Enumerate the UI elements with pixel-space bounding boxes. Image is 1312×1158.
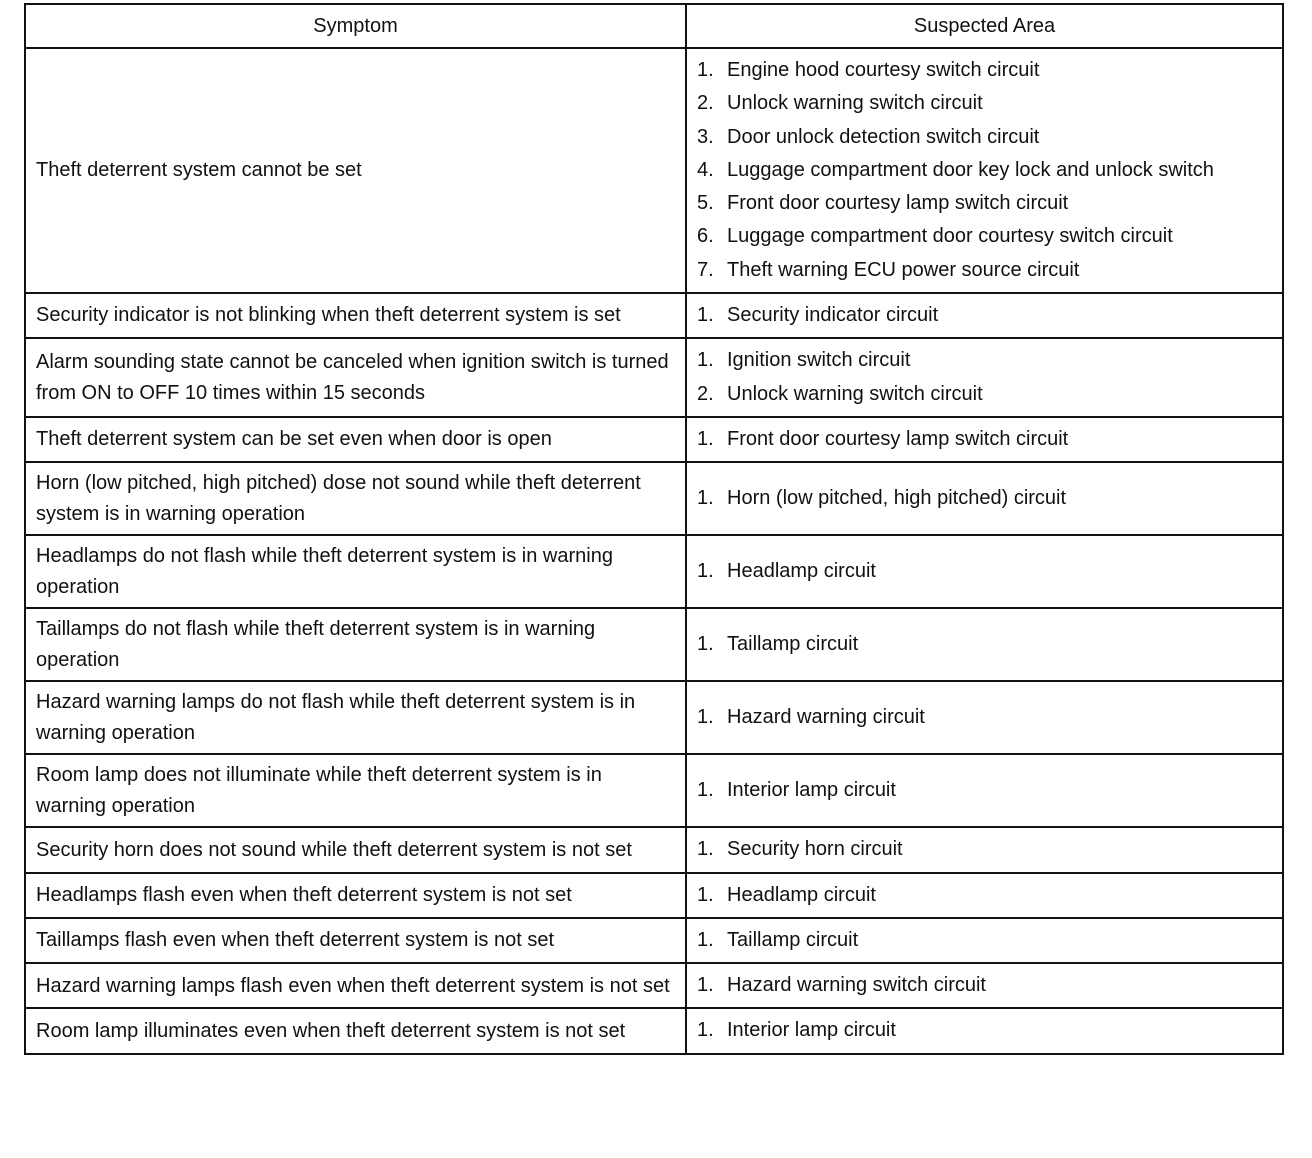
suspected-area-item: [697, 154, 1272, 187]
symptom-cell: Hazard warning lamps do not flash while theft deterrent system is in warning operation: [25, 681, 686, 754]
suspected-area-number: 2.: [697, 382, 714, 405]
suspected-area-cell: [686, 293, 1283, 338]
suspected-area-item: [697, 87, 1272, 120]
suspected-area-number: 3.: [697, 125, 714, 148]
suspected-area-list: [697, 344, 1272, 411]
suspected-area-number: 5.: [697, 192, 714, 215]
suspected-area-cell: [686, 754, 1283, 827]
table-row: [25, 681, 1283, 754]
suspected-area-number: 1.: [697, 59, 714, 81]
suspected-area-text: Unlock warning switch circuit: [727, 382, 983, 405]
table-row: [25, 827, 1283, 872]
suspected-area-item: [697, 628, 1272, 661]
suspected-area-cell: [686, 608, 1283, 681]
suspected-area-number: 1.: [697, 560, 714, 583]
suspected-area-number: 6.: [697, 225, 714, 248]
symptom-cell: Hazard warning lamps flash even when theft deterrent system is not set: [25, 963, 686, 1008]
symptom-cell: Headlamps do not flash while theft deterrent system is in warning operation: [25, 535, 686, 608]
suspected-area-item: [697, 1014, 1272, 1047]
table-body: [25, 48, 1283, 1054]
problem-symptoms-table-container: [24, 3, 1284, 1055]
suspected-area-number: 7.: [697, 258, 714, 281]
column-header-symptom: Symptom: [25, 4, 686, 48]
table-row: [25, 48, 1283, 293]
table-row: [25, 963, 1283, 1008]
suspected-area-item: [697, 423, 1272, 456]
suspected-area-item: [697, 344, 1272, 377]
suspected-area-cell: [686, 417, 1283, 462]
suspected-area-cell: [686, 535, 1283, 608]
suspected-area-number: 1.: [697, 487, 714, 510]
suspected-area-text: Luggage compartment door courtesy switch circuit: [727, 225, 1173, 248]
suspected-area-item: [697, 54, 1272, 87]
suspected-area-number: 1.: [697, 928, 714, 951]
suspected-area-text: Front door courtesy lamp switch circuit: [727, 192, 1069, 215]
suspected-area-text: Engine hood courtesy switch circuit: [727, 59, 1040, 81]
symptom-cell: Room lamp does not illuminate while theft deterrent system is in warning operation: [25, 754, 686, 827]
suspected-area-text: Taillamp circuit: [727, 928, 859, 951]
suspected-area-number: 1.: [697, 974, 714, 997]
suspected-area-cell: [686, 681, 1283, 754]
suspected-area-item: [697, 299, 1272, 332]
suspected-area-number: 1.: [697, 883, 714, 906]
suspected-area-item: [697, 220, 1272, 253]
problem-symptoms-table: [24, 3, 1284, 1055]
suspected-area-text: Security indicator circuit: [727, 304, 939, 327]
symptom-cell: Theft deterrent system cannot be set: [25, 48, 686, 293]
suspected-area-item: [697, 969, 1272, 1002]
suspected-area-text: Theft warning ECU power source circuit: [727, 258, 1080, 281]
suspected-area-text: Interior lamp circuit: [727, 779, 896, 802]
table-row: [25, 608, 1283, 681]
table-row: [25, 918, 1283, 963]
suspected-area-list: [697, 54, 1272, 287]
suspected-area-list: [697, 423, 1272, 456]
suspected-area-cell: [686, 873, 1283, 918]
symptom-cell: Horn (low pitched, high pitched) dose not sound while theft deterrent system is in warning operation: [25, 462, 686, 535]
suspected-area-item: [697, 254, 1272, 287]
table-row: [25, 293, 1283, 338]
suspected-area-number: 1.: [697, 706, 714, 729]
suspected-area-text: Unlock warning switch circuit: [727, 92, 983, 115]
suspected-area-list: [697, 879, 1272, 912]
suspected-area-text: Hazard warning switch circuit: [727, 974, 986, 997]
suspected-area-cell: [686, 918, 1283, 963]
suspected-area-list: [697, 628, 1272, 661]
suspected-area-item: [697, 378, 1272, 411]
suspected-area-cell: [686, 1008, 1283, 1053]
suspected-area-item: [697, 482, 1272, 515]
suspected-area-number: 1.: [697, 779, 714, 802]
suspected-area-item: [697, 701, 1272, 734]
table-row: [25, 535, 1283, 608]
suspected-area-item: [697, 555, 1272, 588]
column-header-suspected-area: Suspected Area: [686, 4, 1283, 48]
suspected-area-number: 1.: [697, 304, 714, 327]
suspected-area-list: [697, 924, 1272, 957]
table-row: [25, 754, 1283, 827]
suspected-area-cell: [686, 827, 1283, 872]
suspected-area-number: 1.: [697, 838, 714, 861]
suspected-area-item: [697, 924, 1272, 957]
table-row: [25, 462, 1283, 535]
symptom-cell: Security indicator is not blinking when theft deterrent system is set: [25, 293, 686, 338]
suspected-area-list: [697, 299, 1272, 332]
table-row: [25, 417, 1283, 462]
suspected-area-text: Security horn circuit: [727, 838, 903, 861]
symptom-cell: Security horn does not sound while theft deterrent system is not set: [25, 827, 686, 872]
table-row: [25, 338, 1283, 417]
table-row: [25, 873, 1283, 918]
symptom-cell: Taillamps do not flash while theft deterrent system is in warning operation: [25, 608, 686, 681]
suspected-area-list: [697, 701, 1272, 734]
suspected-area-text: Headlamp circuit: [727, 560, 876, 583]
symptom-cell: Theft deterrent system can be set even when door is open: [25, 417, 686, 462]
suspected-area-text: Horn (low pitched, high pitched) circuit: [727, 487, 1067, 510]
suspected-area-list: [697, 774, 1272, 807]
suspected-area-text: Ignition switch circuit: [727, 349, 911, 372]
table-row: [25, 1008, 1283, 1053]
suspected-area-item: [697, 187, 1272, 220]
suspected-area-list: [697, 969, 1272, 1002]
suspected-area-text: Luggage compartment door key lock and unlock switch: [727, 158, 1214, 181]
symptom-cell: Alarm sounding state cannot be canceled when ignition switch is turned from ON to OFF 10 times within 15 seconds: [25, 338, 686, 417]
table-header-row: [25, 4, 1283, 48]
suspected-area-number: 4.: [697, 158, 714, 181]
suspected-area-item: [697, 879, 1272, 912]
suspected-area-item: [697, 121, 1272, 154]
suspected-area-item: [697, 774, 1272, 807]
suspected-area-number: 1.: [697, 427, 714, 450]
suspected-area-text: Taillamp circuit: [727, 633, 859, 656]
suspected-area-text: Hazard warning circuit: [727, 706, 925, 729]
suspected-area-text: Door unlock detection switch circuit: [727, 125, 1040, 148]
suspected-area-item: [697, 833, 1272, 866]
suspected-area-list: [697, 833, 1272, 866]
suspected-area-number: 1.: [697, 1019, 714, 1042]
suspected-area-cell: [686, 338, 1283, 417]
suspected-area-list: [697, 555, 1272, 588]
suspected-area-number: 1.: [697, 349, 714, 372]
suspected-area-number: 1.: [697, 633, 714, 656]
symptom-cell: Taillamps flash even when theft deterrent system is not set: [25, 918, 686, 963]
suspected-area-list: [697, 482, 1272, 515]
suspected-area-cell: [686, 48, 1283, 293]
suspected-area-text: Interior lamp circuit: [727, 1019, 896, 1042]
suspected-area-cell: [686, 963, 1283, 1008]
suspected-area-cell: [686, 462, 1283, 535]
suspected-area-text: Front door courtesy lamp switch circuit: [727, 427, 1069, 450]
suspected-area-number: 2.: [697, 92, 714, 115]
suspected-area-list: [697, 1014, 1272, 1047]
symptom-cell: Room lamp illuminates even when theft deterrent system is not set: [25, 1008, 686, 1053]
symptom-cell: Headlamps flash even when theft deterrent system is not set: [25, 873, 686, 918]
suspected-area-text: Headlamp circuit: [727, 883, 876, 906]
